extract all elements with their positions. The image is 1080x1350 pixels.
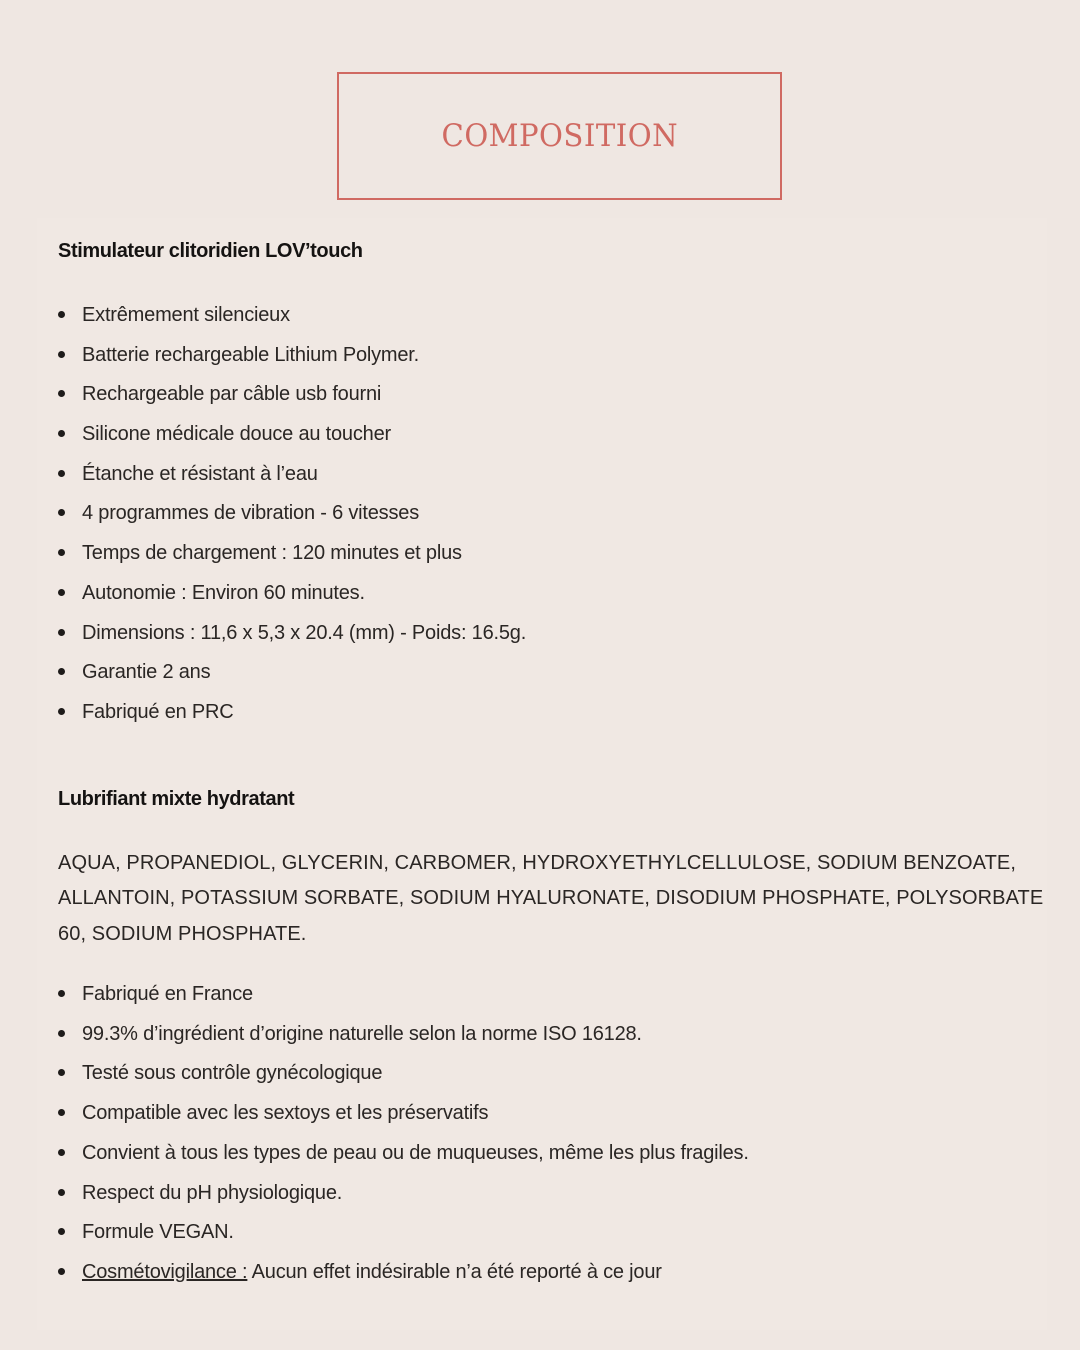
- bullet-icon: [58, 311, 65, 318]
- bullet-icon: [58, 509, 65, 516]
- list-item: Garantie 2 ans: [58, 652, 1058, 692]
- product-title-stimulator: Stimulateur clitoridien LOV’touch: [58, 240, 363, 262]
- list-item-cosmetovigilance: Cosmétovigilance : Aucun effet indésirable n’a été reporté à ce jour: [58, 1252, 1058, 1292]
- list-item: Rechargeable par câble usb fourni: [58, 374, 1058, 414]
- bullet-icon: [58, 390, 65, 397]
- bullet-icon: [58, 351, 65, 358]
- bullet-icon: [58, 1228, 65, 1235]
- bullet-icon: [58, 430, 65, 437]
- list-item: 4 programmes de vibration - 6 vitesses: [58, 493, 1058, 533]
- list-item: Étanche et résistant à l’eau: [58, 454, 1058, 494]
- bullet-icon: [58, 549, 65, 556]
- composition-content: [58, 236, 1058, 1292]
- page-title: COMPOSITION: [441, 118, 678, 154]
- list-item: Batterie rechargeable Lithium Polymer.: [58, 335, 1058, 375]
- stimulator-feature-list: [58, 295, 1058, 732]
- list-item: Compatible avec les sextoys et les préservatifs: [58, 1093, 1058, 1133]
- bullet-icon: [58, 1149, 65, 1156]
- ingredients-list: AQUA, PROPANEDIOL, GLYCERIN, CARBOMER, HYDROXYETHYLCELLULOSE, SODIUM BENZOATE, ALLANTOIN, POTASSIUM SORBATE, SODIUM HYALURONATE, DISODIUM PHOSPHATE, POLYSORBATE 60, SODIUM PHOSPHATE.: [58, 851, 1044, 945]
- list-item: Fabriqué en PRC: [58, 692, 1058, 732]
- list-item: Silicone médicale douce au toucher: [58, 414, 1058, 454]
- list-item: Extrêmement silencieux: [58, 295, 1058, 335]
- bullet-icon: [58, 1189, 65, 1196]
- lubricant-feature-list: [58, 974, 1058, 1292]
- bullet-icon: [58, 1268, 65, 1275]
- bullet-icon: [58, 589, 65, 596]
- bullet-icon: [58, 708, 65, 715]
- bullet-icon: [58, 1109, 65, 1116]
- list-item: Autonomie : Environ 60 minutes.: [58, 573, 1058, 613]
- list-item: Respect du pH physiologique.: [58, 1173, 1058, 1213]
- bullet-icon: [58, 470, 65, 477]
- list-item: Dimensions : 11,6 x 5,3 x 20.4 (mm) - Poids: 16.5g.: [58, 613, 1058, 653]
- list-item: Fabriqué en France: [58, 974, 1058, 1014]
- list-item: 99.3% d’ingrédient d’origine naturelle selon la norme ISO 16128.: [58, 1014, 1058, 1054]
- bullet-icon: [58, 1030, 65, 1037]
- list-item: Convient à tous les types de peau ou de muqueuses, même les plus fragiles.: [58, 1133, 1058, 1173]
- bullet-icon: [58, 1069, 65, 1076]
- bullet-icon: [58, 668, 65, 675]
- list-item: Temps de chargement : 120 minutes et plus: [58, 533, 1058, 573]
- list-item: Testé sous contrôle gynécologique: [58, 1053, 1058, 1093]
- section-header-box: [337, 72, 782, 200]
- bullet-icon: [58, 629, 65, 636]
- list-item: Formule VEGAN.: [58, 1212, 1058, 1252]
- cosmetovigilance-link[interactable]: Cosmétovigilance :: [82, 1260, 248, 1283]
- bullet-icon: [58, 990, 65, 997]
- product-title-lubricant: Lubrifiant mixte hydratant: [58, 787, 295, 810]
